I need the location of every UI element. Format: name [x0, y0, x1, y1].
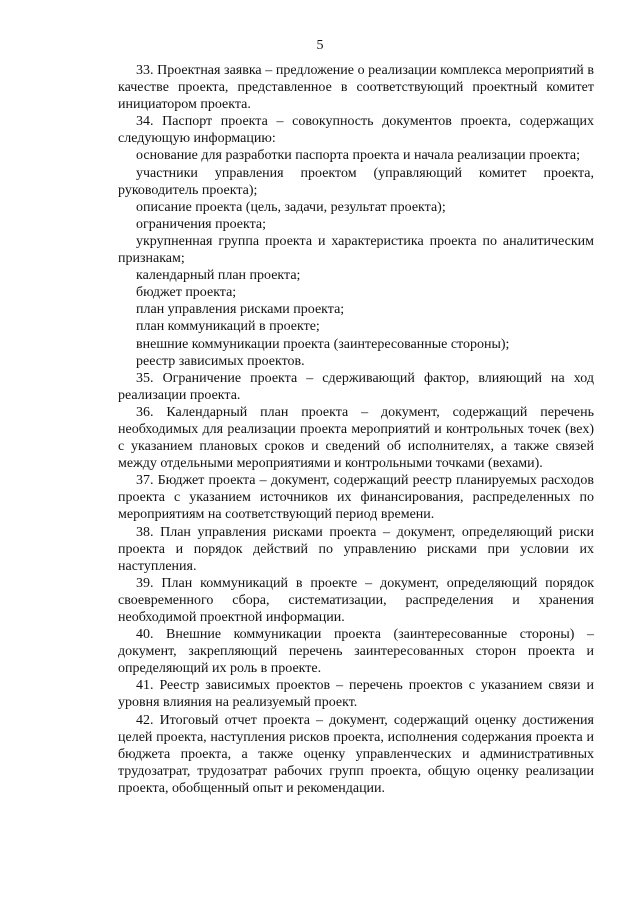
paragraph-33-project-application: 33. Проектная заявка – предложение о реализации комплекса мероприятий в качестве проекта, представленное в соответствующий проектный комитет инициатором проекта.	[118, 63, 594, 113]
paragraph-36-calendar-plan: 36. Календарный план проекта – документ, содержащий перечень необходимых для реализации проекта мероприятий и контрольных точек (вех) с указанием плановых сроков и сведений об исполнителях, а также связей между отдельными мероприятиями и контрольными точками (вехами).	[118, 404, 594, 472]
list-item: бюджет проекта;	[136, 285, 237, 301]
list-item: календарный план проекта;	[136, 268, 301, 284]
list-item: внешние коммуникации проекта (заинтересованные стороны);	[136, 336, 510, 352]
paragraph-34-project-passport: 34. Паспорт проекта – совокупность документов проекта, содержащих следующую информацию:	[118, 114, 594, 147]
paragraph-38-risk-plan: 38. План управления рисками проекта – документ, определяющий риски проекта и порядок действий по управлению рисками при условии их наступления.	[118, 524, 594, 574]
list-item: основание для разработки паспорта проекта и начала реализации проекта;	[136, 148, 581, 164]
page-number: 5	[316, 38, 324, 53]
paragraph-42-final-report: 42. Итоговый отчет проекта – документ, содержащий оценку достижения целей проекта, наступления рисков проекта, исполнения содержания проекта и бюджета проекта, а также оценку управленческих и административных трудозатрат, трудозатрат рабочих групп проекта, общую оценку реализации проекта, обобщенный опыт и рекомендации.	[118, 712, 594, 796]
list-item: ограничения проекта;	[136, 216, 267, 232]
document-body	[118, 62, 594, 797]
list-item: участники управления проектом (управляющий комитет проекта, руководитель проекта);	[118, 165, 594, 198]
list-item: реестр зависимых проектов.	[136, 353, 305, 369]
paragraph-40-external-communications: 40. Внешние коммуникации проекта (заинтересованные стороны) – документ, закрепляющий перечень заинтересованных сторон проекта и определяющий их роль в проекте.	[118, 627, 594, 677]
list-item: план управления рисками проекта;	[136, 302, 345, 318]
paragraph-37-project-budget: 37. Бюджет проекта – документ, содержащий реестр планируемых расходов проекта с указанием источников их финансирования, распределенных по мероприятиям на соответствующий период времени.	[118, 473, 594, 523]
paragraph-39-communication-plan: 39. План коммуникаций в проекте – документ, определяющий порядок своевременного сбора, систематизации, распределения и хранения необходимой проектной информации.	[118, 575, 594, 625]
list-item: план коммуникаций в проекте;	[136, 319, 320, 335]
list-item: описание проекта (цель, задачи, результат проекта);	[136, 199, 446, 215]
paragraph-41-dependent-projects: 41. Реестр зависимых проектов – перечень проектов с указанием связи и уровня влияния на реализуемый проект.	[118, 678, 594, 711]
list-item: укрупненная группа проекта и характеристика проекта по аналитическим признакам;	[118, 233, 594, 267]
paragraph-35-project-constraint: 35. Ограничение проекта – сдерживающий фактор, влияющий на ход реализации проекта.	[118, 370, 594, 403]
